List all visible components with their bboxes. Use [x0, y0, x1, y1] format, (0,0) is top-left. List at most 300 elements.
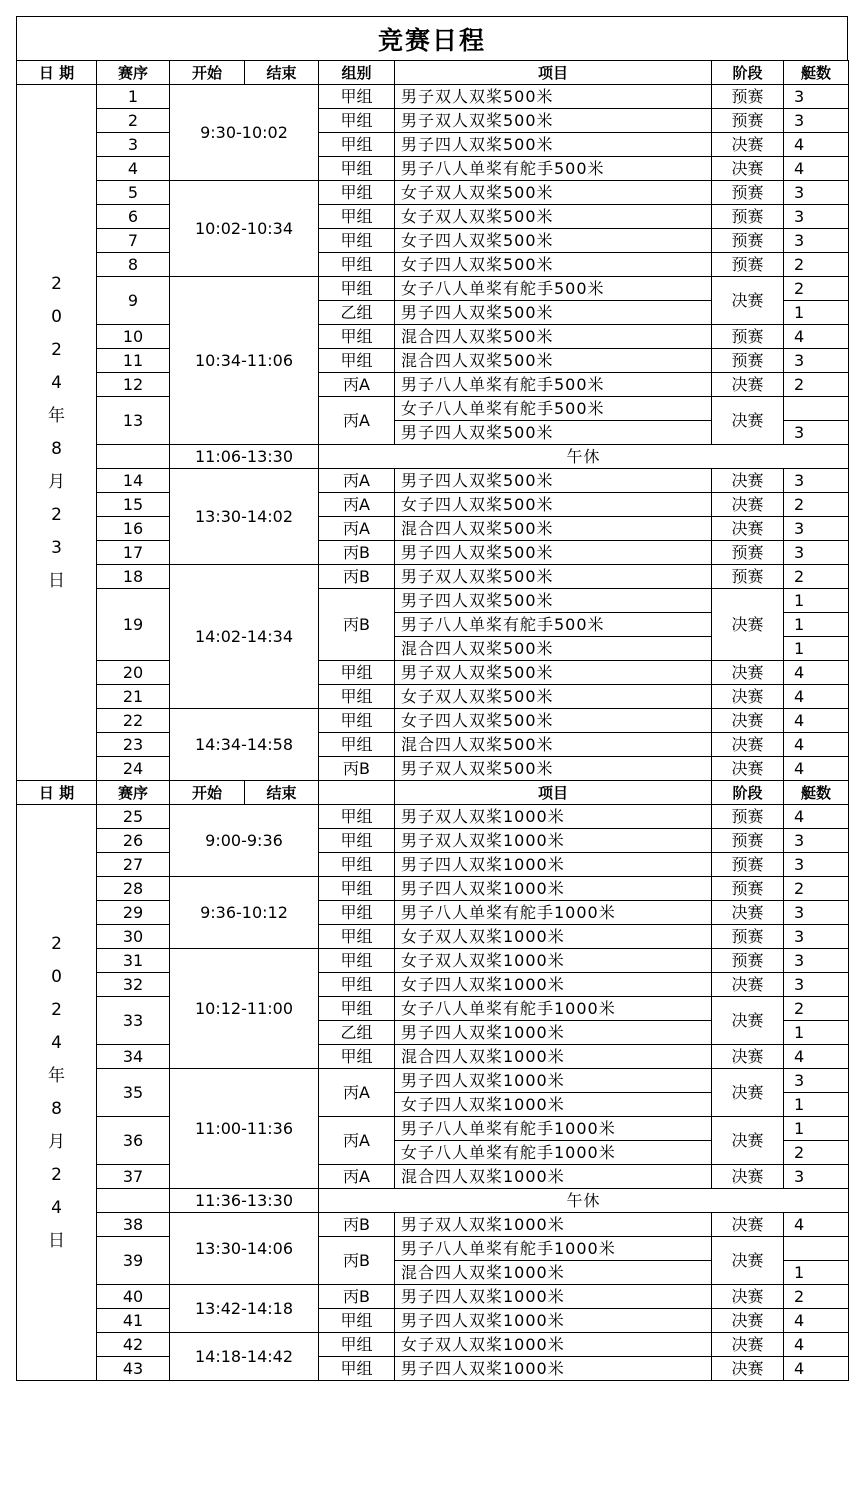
race-boats: 3: [784, 421, 849, 445]
race-seq: 3: [97, 133, 170, 157]
table-row: [17, 373, 849, 397]
race-event: 女子四人双桨500米: [395, 229, 712, 253]
race-boats: 4: [784, 133, 849, 157]
race-boats: 2: [784, 877, 849, 901]
race-event: 男子四人双桨500米: [395, 133, 712, 157]
race-stage: 决赛: [712, 1357, 784, 1381]
race-seq: 30: [97, 925, 170, 949]
race-group: 丙B: [319, 565, 395, 589]
race-event: 混合四人双桨1000米: [395, 1261, 712, 1285]
race-group: 甲组: [319, 277, 395, 301]
race-group: 甲组: [319, 205, 395, 229]
race-event: 男子四人双桨1000米: [395, 1069, 712, 1093]
race-event: 男子双人双桨1000米: [395, 805, 712, 829]
race-boats: 3: [784, 85, 849, 109]
race-seq: 6: [97, 205, 170, 229]
time-slot: 13:30-14:06: [170, 1213, 319, 1285]
race-group: 丙A: [319, 1165, 395, 1189]
race-group: 甲组: [319, 133, 395, 157]
header-stage: 阶段: [712, 61, 784, 85]
table-row: [17, 685, 849, 709]
race-boats: 3: [784, 1165, 849, 1189]
table-row: [17, 349, 849, 373]
race-stage: 决赛: [712, 1045, 784, 1069]
race-event: 女子四人双桨1000米: [395, 1093, 712, 1117]
race-event: 男子四人双桨500米: [395, 421, 712, 445]
race-boats: 1: [784, 589, 849, 613]
table-row: [17, 277, 849, 301]
race-stage: 决赛: [712, 709, 784, 733]
race-boats: 3: [784, 349, 849, 373]
race-boats: 3: [784, 205, 849, 229]
table-row: [17, 541, 849, 565]
race-group: 甲组: [319, 229, 395, 253]
header-boats: 艇数: [784, 781, 849, 805]
race-group: 甲组: [319, 901, 395, 925]
race-boats: 2: [784, 565, 849, 589]
race-event: 男子双人双桨1000米: [395, 1213, 712, 1237]
race-seq: 38: [97, 1213, 170, 1237]
race-stage: 决赛: [712, 589, 784, 661]
race-boats: 2: [784, 1141, 849, 1165]
header-boats: 艇数: [784, 61, 849, 85]
race-boats: 3: [784, 901, 849, 925]
header-stage: 阶段: [712, 781, 784, 805]
race-group: 甲组: [319, 829, 395, 853]
race-seq: 22: [97, 709, 170, 733]
header-row: [17, 781, 849, 805]
race-group: 甲组: [319, 925, 395, 949]
race-boats: 4: [784, 1045, 849, 1069]
table-row: [17, 1045, 849, 1069]
race-group: 丙A: [319, 493, 395, 517]
race-seq: 26: [97, 829, 170, 853]
race-group: 丙A: [319, 517, 395, 541]
lunch-break-label: 午休: [319, 1189, 849, 1213]
header-date: 日 期: [17, 61, 97, 85]
race-seq: 29: [97, 901, 170, 925]
race-event: 男子四人双桨1000米: [395, 1285, 712, 1309]
time-slot: 9:30-10:02: [170, 85, 319, 181]
table-row: [17, 757, 849, 781]
race-stage: 决赛: [712, 1285, 784, 1309]
schedule-table: [16, 60, 849, 1381]
race-event: 男子八人单桨有舵手1000米: [395, 1237, 712, 1261]
race-event: 男子双人双桨500米: [395, 565, 712, 589]
race-boats: 4: [784, 1309, 849, 1333]
table-row: [17, 973, 849, 997]
time-slot: 10:12-11:00: [170, 949, 319, 1069]
race-boats: 3: [784, 541, 849, 565]
race-seq: 39: [97, 1237, 170, 1285]
race-event: 混合四人双桨1000米: [395, 1165, 712, 1189]
table-row: [17, 133, 849, 157]
race-seq: 1: [97, 85, 170, 109]
race-seq: 19: [97, 589, 170, 661]
race-boats: 3: [784, 973, 849, 997]
race-group: 丙A: [319, 469, 395, 493]
race-boats: 3: [784, 925, 849, 949]
race-stage: 决赛: [712, 1213, 784, 1237]
time-slot: 13:30-14:02: [170, 469, 319, 565]
race-boats: 4: [784, 757, 849, 781]
race-stage: 预赛: [712, 181, 784, 205]
race-event: 男子四人双桨1000米: [395, 877, 712, 901]
race-group: 丙A: [319, 397, 395, 445]
table-row: [17, 709, 849, 733]
race-event: 混合四人双桨500米: [395, 325, 712, 349]
race-event: 女子八人单桨有舵手1000米: [395, 997, 712, 1021]
lunch-seq: [97, 1189, 170, 1213]
race-seq: 4: [97, 157, 170, 181]
race-event: 混合四人双桨500米: [395, 733, 712, 757]
table-row: [17, 1213, 849, 1237]
race-event: 混合四人双桨500米: [395, 517, 712, 541]
header-start: 开始: [170, 781, 245, 805]
table-row: [17, 997, 849, 1021]
race-group: 丙A: [319, 1117, 395, 1165]
race-stage: 决赛: [712, 733, 784, 757]
time-slot: 10:34-11:06: [170, 277, 319, 445]
race-event: 女子八人单桨有舵手500米: [395, 397, 712, 421]
table-row: [17, 565, 849, 589]
race-boats: 3: [784, 109, 849, 133]
race-boats: 3: [784, 829, 849, 853]
race-seq: 42: [97, 1333, 170, 1357]
race-group: 甲组: [319, 181, 395, 205]
race-boats: 3: [784, 181, 849, 205]
race-stage: 预赛: [712, 853, 784, 877]
race-event: 男子双人双桨500米: [395, 661, 712, 685]
time-slot: 14:34-14:58: [170, 709, 319, 781]
race-boats: 1: [784, 637, 849, 661]
race-group: 丙B: [319, 589, 395, 661]
race-group: 甲组: [319, 325, 395, 349]
header-seq: 赛序: [97, 781, 170, 805]
date-cell-day2: 2 0 2 4 年 8 月 2 4 日: [17, 805, 97, 1381]
table-row: [17, 901, 849, 925]
race-boats: [784, 397, 849, 421]
race-stage: 决赛: [712, 157, 784, 181]
header-end: 结束: [245, 61, 319, 85]
race-boats: 2: [784, 373, 849, 397]
race-stage: 决赛: [712, 757, 784, 781]
race-stage: 预赛: [712, 565, 784, 589]
race-stage: 预赛: [712, 205, 784, 229]
race-group: 丙B: [319, 1285, 395, 1309]
table-row: [17, 109, 849, 133]
race-event: 女子双人双桨1000米: [395, 1333, 712, 1357]
race-seq: 36: [97, 1117, 170, 1165]
race-seq: 23: [97, 733, 170, 757]
race-event: 混合四人双桨1000米: [395, 1045, 712, 1069]
race-boats: 2: [784, 997, 849, 1021]
page-title: 竞赛日程: [16, 16, 848, 60]
race-seq: 34: [97, 1045, 170, 1069]
race-boats: 1: [784, 1117, 849, 1141]
table-row: [17, 445, 849, 469]
race-group: 甲组: [319, 733, 395, 757]
race-boats: 3: [784, 517, 849, 541]
table-row: [17, 397, 849, 421]
race-stage: 预赛: [712, 829, 784, 853]
race-stage: 决赛: [712, 997, 784, 1045]
race-event: 男子八人单桨有舵手500米: [395, 373, 712, 397]
race-seq: 31: [97, 949, 170, 973]
race-event: 女子八人单桨有舵手500米: [395, 277, 712, 301]
race-group: 丙A: [319, 1069, 395, 1117]
race-group: 甲组: [319, 85, 395, 109]
header-group: 组别: [319, 61, 395, 85]
race-event: 女子双人双桨1000米: [395, 925, 712, 949]
race-stage: 决赛: [712, 1165, 784, 1189]
race-boats: 4: [784, 685, 849, 709]
race-stage: 预赛: [712, 805, 784, 829]
race-seq: 28: [97, 877, 170, 901]
race-stage: 预赛: [712, 253, 784, 277]
race-seq: 25: [97, 805, 170, 829]
race-seq: 24: [97, 757, 170, 781]
table-row: [17, 1069, 849, 1093]
race-stage: 决赛: [712, 469, 784, 493]
race-boats: [784, 1237, 849, 1261]
race-event: 女子双人双桨500米: [395, 205, 712, 229]
race-boats: 4: [784, 1213, 849, 1237]
race-seq: 41: [97, 1309, 170, 1333]
table-row: [17, 949, 849, 973]
table-row: [17, 1165, 849, 1189]
race-seq: 43: [97, 1357, 170, 1381]
race-group: 丙B: [319, 1213, 395, 1237]
race-group: 丙B: [319, 1237, 395, 1285]
race-boats: 4: [784, 733, 849, 757]
header-event: 项目: [395, 781, 712, 805]
race-stage: 决赛: [712, 1333, 784, 1357]
race-boats: 3: [784, 949, 849, 973]
race-stage: 决赛: [712, 493, 784, 517]
race-seq: 9: [97, 277, 170, 325]
table-row: [17, 253, 849, 277]
race-stage: 预赛: [712, 229, 784, 253]
lunch-time: 11:06-13:30: [170, 445, 319, 469]
race-seq: 35: [97, 1069, 170, 1117]
race-event: 混合四人双桨500米: [395, 349, 712, 373]
race-seq: 16: [97, 517, 170, 541]
table-row: [17, 85, 849, 109]
race-boats: 1: [784, 1093, 849, 1117]
table-row: [17, 853, 849, 877]
lunch-break-label: 午休: [319, 445, 849, 469]
race-event: 男子四人双桨500米: [395, 301, 712, 325]
race-seq: 7: [97, 229, 170, 253]
race-event: 男子双人双桨500米: [395, 109, 712, 133]
race-stage: 决赛: [712, 1309, 784, 1333]
time-slot: 13:42-14:18: [170, 1285, 319, 1333]
race-boats: 1: [784, 613, 849, 637]
race-group: 乙组: [319, 301, 395, 325]
race-event: 女子四人双桨500米: [395, 709, 712, 733]
race-seq: 2: [97, 109, 170, 133]
race-event: 男子八人单桨有舵手1000米: [395, 901, 712, 925]
race-stage: 决赛: [712, 661, 784, 685]
race-stage: 预赛: [712, 109, 784, 133]
race-group: 甲组: [319, 109, 395, 133]
race-group: 甲组: [319, 1333, 395, 1357]
race-boats: 2: [784, 1285, 849, 1309]
race-group: 甲组: [319, 997, 395, 1021]
race-boats: 2: [784, 493, 849, 517]
race-event: 男子八人单桨有舵手1000米: [395, 1117, 712, 1141]
race-seq: 17: [97, 541, 170, 565]
race-event: 男子双人双桨500米: [395, 757, 712, 781]
time-slot: 10:02-10:34: [170, 181, 319, 277]
table-row: [17, 1237, 849, 1261]
race-boats: 4: [784, 1333, 849, 1357]
race-stage: 决赛: [712, 685, 784, 709]
race-event: 男子四人双桨500米: [395, 589, 712, 613]
race-seq: 5: [97, 181, 170, 205]
race-group: 甲组: [319, 1309, 395, 1333]
race-seq: 18: [97, 565, 170, 589]
table-row: [17, 1285, 849, 1309]
race-stage: 预赛: [712, 541, 784, 565]
race-boats: 3: [784, 853, 849, 877]
race-boats: 4: [784, 661, 849, 685]
race-boats: 4: [784, 1357, 849, 1381]
race-event: 男子八人单桨有舵手500米: [395, 613, 712, 637]
race-boats: 1: [784, 1021, 849, 1045]
race-group: 丙A: [319, 373, 395, 397]
race-seq: 12: [97, 373, 170, 397]
race-group: 甲组: [319, 973, 395, 997]
table-row: [17, 1357, 849, 1381]
race-seq: 21: [97, 685, 170, 709]
race-stage: 决赛: [712, 373, 784, 397]
race-boats: 4: [784, 157, 849, 181]
race-boats: 4: [784, 325, 849, 349]
time-slot: 9:00-9:36: [170, 805, 319, 877]
race-event: 女子双人双桨500米: [395, 685, 712, 709]
race-event: 男子四人双桨1000米: [395, 1021, 712, 1045]
race-event: 男子四人双桨1000米: [395, 853, 712, 877]
table-row: [17, 517, 849, 541]
race-event: 男子四人双桨1000米: [395, 1309, 712, 1333]
header-end: 结束: [245, 781, 319, 805]
date-cell-day1: 2 0 2 4 年 8 月 2 3 日: [17, 85, 97, 781]
table-row: [17, 325, 849, 349]
race-group: 丙B: [319, 757, 395, 781]
race-seq: 27: [97, 853, 170, 877]
race-boats: 1: [784, 301, 849, 325]
race-stage: 决赛: [712, 397, 784, 445]
table-row: [17, 493, 849, 517]
race-event: 男子双人双桨1000米: [395, 829, 712, 853]
race-boats: 3: [784, 1069, 849, 1093]
table-row: [17, 1333, 849, 1357]
time-slot: 14:18-14:42: [170, 1333, 319, 1381]
race-seq: 10: [97, 325, 170, 349]
table-row: [17, 1309, 849, 1333]
race-boats: 4: [784, 805, 849, 829]
race-boats: 2: [784, 253, 849, 277]
race-group: 甲组: [319, 805, 395, 829]
time-slot: 14:02-14:34: [170, 565, 319, 709]
header-date: 日 期: [17, 781, 97, 805]
schedule-sheet: [16, 16, 848, 1494]
race-stage: 决赛: [712, 973, 784, 997]
table-row: [17, 877, 849, 901]
race-event: 女子四人双桨500米: [395, 493, 712, 517]
race-stage: 决赛: [712, 517, 784, 541]
header-seq: 赛序: [97, 61, 170, 85]
race-group: 甲组: [319, 685, 395, 709]
race-event: 男子四人双桨500米: [395, 541, 712, 565]
race-boats: 1: [784, 1261, 849, 1285]
race-stage: 预赛: [712, 925, 784, 949]
race-seq: 15: [97, 493, 170, 517]
race-event: 男子四人双桨1000米: [395, 1357, 712, 1381]
table-row: [17, 829, 849, 853]
table-row: [17, 1189, 849, 1213]
race-stage: 预赛: [712, 325, 784, 349]
lunch-time: 11:36-13:30: [170, 1189, 319, 1213]
race-group: 甲组: [319, 1357, 395, 1381]
race-stage: 预赛: [712, 877, 784, 901]
race-stage: 决赛: [712, 133, 784, 157]
race-event: 男子双人双桨500米: [395, 85, 712, 109]
time-slot: 9:36-10:12: [170, 877, 319, 949]
race-seq: 40: [97, 1285, 170, 1309]
header-start: 开始: [170, 61, 245, 85]
time-slot: 11:00-11:36: [170, 1069, 319, 1189]
race-event: 男子四人双桨500米: [395, 469, 712, 493]
race-group: 甲组: [319, 949, 395, 973]
race-group: 甲组: [319, 661, 395, 685]
race-event: 女子双人双桨1000米: [395, 949, 712, 973]
race-seq: 8: [97, 253, 170, 277]
header-row: [17, 61, 849, 85]
race-boats: 3: [784, 229, 849, 253]
race-seq: 33: [97, 997, 170, 1045]
race-seq: 20: [97, 661, 170, 685]
race-group: 甲组: [319, 253, 395, 277]
table-row: [17, 229, 849, 253]
header-group: [319, 781, 395, 805]
table-row: [17, 469, 849, 493]
race-seq: 32: [97, 973, 170, 997]
race-group: 甲组: [319, 157, 395, 181]
race-stage: 预赛: [712, 349, 784, 373]
race-event: 女子四人双桨1000米: [395, 973, 712, 997]
race-stage: 决赛: [712, 901, 784, 925]
race-group: 丙B: [319, 541, 395, 565]
race-boats: 4: [784, 709, 849, 733]
table-row: [17, 157, 849, 181]
race-boats: 3: [784, 469, 849, 493]
header-event: 项目: [395, 61, 712, 85]
race-event: 男子八人单桨有舵手500米: [395, 157, 712, 181]
race-group: 甲组: [319, 349, 395, 373]
table-row: [17, 589, 849, 613]
table-row: [17, 181, 849, 205]
race-group: 甲组: [319, 709, 395, 733]
race-stage: 预赛: [712, 949, 784, 973]
table-row: [17, 733, 849, 757]
race-seq: 11: [97, 349, 170, 373]
race-seq: 14: [97, 469, 170, 493]
table-row: [17, 805, 849, 829]
race-event: 女子四人双桨500米: [395, 253, 712, 277]
